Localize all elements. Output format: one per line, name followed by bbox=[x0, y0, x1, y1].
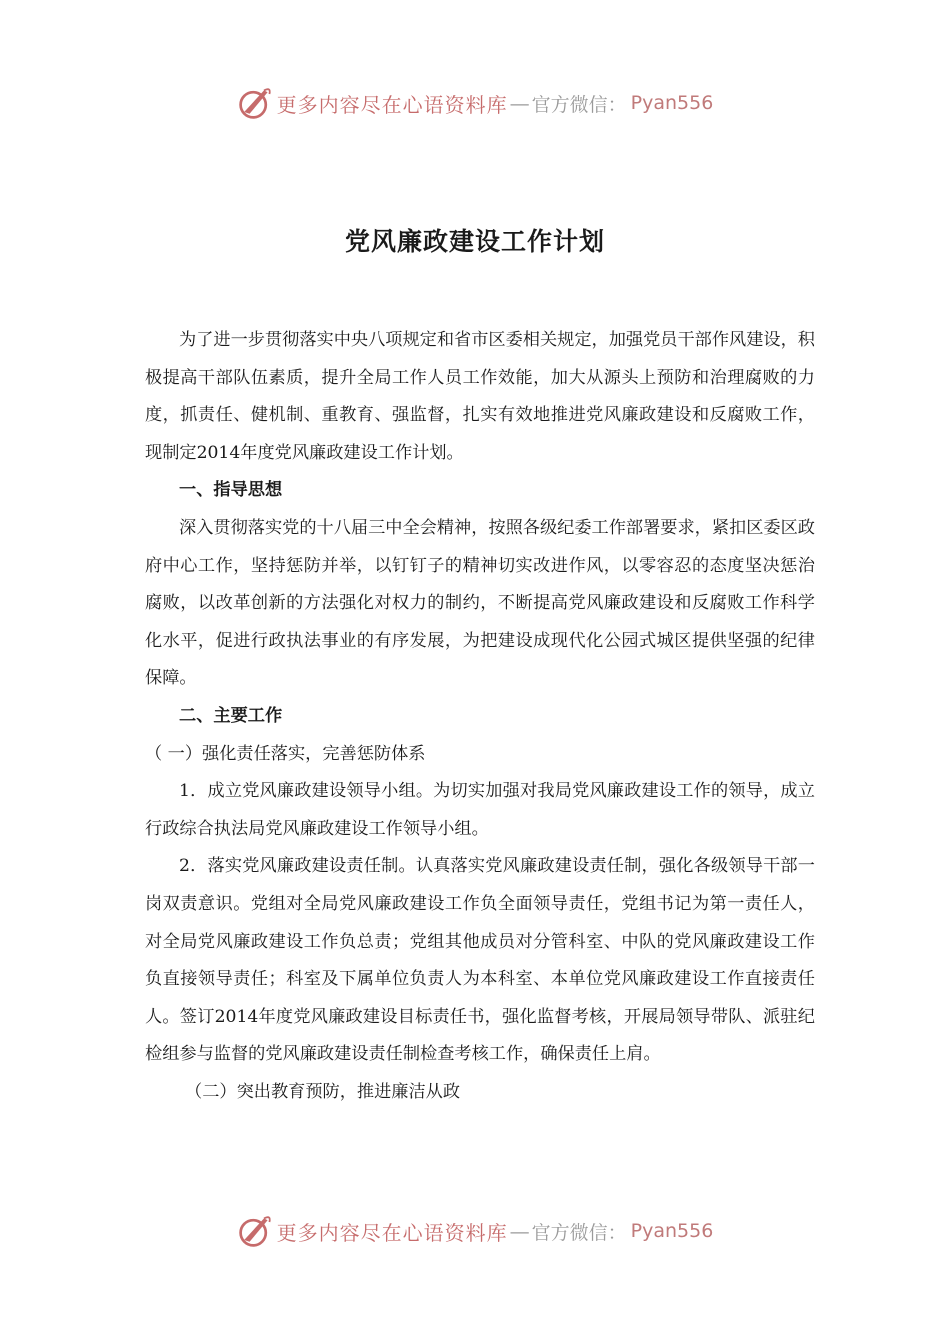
subheading-education: （二）突出教育预防，推进廉洁从政 bbox=[185, 1081, 461, 1102]
quill-pen-logo-icon bbox=[237, 1213, 273, 1249]
watermark-dash: — bbox=[509, 1219, 530, 1243]
watermark-wechat-id: Pyan556 bbox=[630, 92, 714, 114]
header-watermark bbox=[0, 78, 950, 128]
section-heading-main-work: 二、主要工作 bbox=[179, 705, 283, 726]
paragraph-guiding-thought: 深入贯彻落实党的十八届三中全会精神，按照各级纪委工作部署要求，紧扣区委区政府中心工作，坚持惩防并举，以钉钉子的精神切实改进作风，以零容忍的态度坚决惩治腐败，以改革创新的方法强化对权力的制约，不断提高党风廉政建设和反腐败工作科学化水平，促进行政执法事业的有序发展，为把建设成现代化公园式城区提供坚强的纪律保障。 bbox=[145, 517, 815, 689]
watermark-wechat-id: Pyan556 bbox=[630, 1220, 714, 1242]
document-body bbox=[145, 322, 815, 1111]
subheading-responsibility: （ 一）强化责任落实，完善惩防体系 bbox=[145, 743, 426, 764]
paragraph-item-1: 1．成立党风廉政建设领导小组。为切实加强对我局党风廉政建设工作的领导，成立行政综合执法局党风廉政建设工作领导小组。 bbox=[145, 781, 815, 839]
footer-watermark bbox=[0, 1206, 950, 1256]
watermark-dash: — bbox=[509, 91, 530, 115]
watermark-wechat-label: 官方微信： bbox=[531, 1221, 627, 1244]
watermark-site-text: 更多内容尽在心语资料库 bbox=[276, 1220, 508, 1245]
paragraph-intro: 为了进一步贯彻落实中央八项规定和省市区委相关规定，加强党员干部作风建设，积极提高干部队伍素质，提升全局工作人员工作效能，加大从源头上预防和治理腐败的力度，抓责任、健机制、重教育、强监督，扎实有效地推进党风廉政建设和反腐败工作，现制定2014年度党风廉政建设工作计划。 bbox=[145, 330, 815, 463]
paragraph-item-2: 2．落实党风廉政建设责任制。认真落实党风廉政建设责任制，强化各级领导干部一岗双责意识。党组对全局党风廉政建设工作负全面领导责任，党组书记为第一责任人，对全局党风廉政建设工作负总责；党组其他成员对分管科室、中队的党风廉政建设工作负直接领导责任；科室及下属单位负责人为本科室、本单位党风廉政建设工作直接责任人。签订2014年度党风廉政建设目标责任书，强化监督考核，开展局领导带队、派驻纪检组参与监督的党风廉政建设责任制检查考核工作，确保责任上肩。 bbox=[145, 856, 815, 1065]
document-title: 党风廉政建设工作计划 bbox=[344, 227, 605, 256]
section-heading-guiding-thought: 一、指导思想 bbox=[179, 480, 283, 501]
quill-pen-logo-icon bbox=[237, 85, 273, 121]
watermark-site-text: 更多内容尽在心语资料库 bbox=[276, 92, 508, 117]
watermark-wechat-label: 官方微信： bbox=[531, 93, 627, 116]
